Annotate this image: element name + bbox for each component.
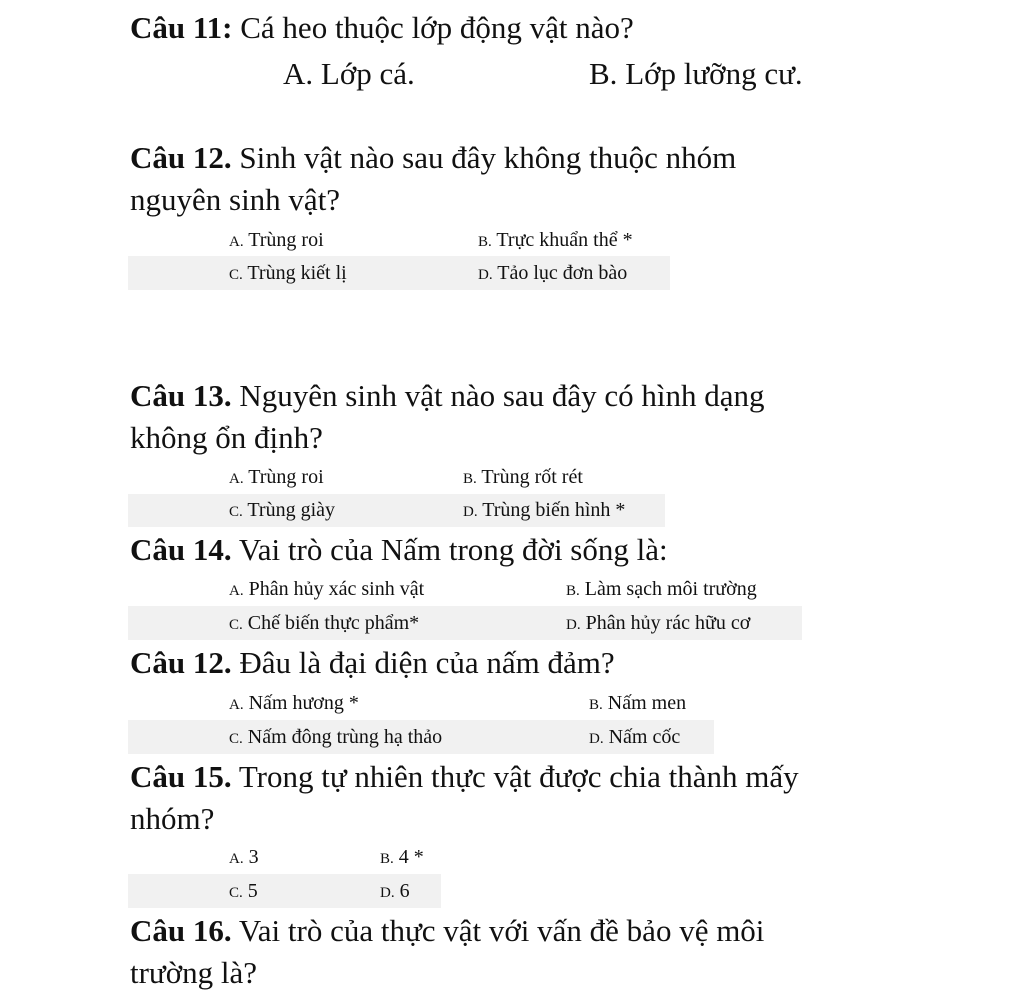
question-12b: [130, 645, 615, 681]
option-a: A. Trùng roi: [229, 466, 324, 488]
option-a: A. Phân hủy xác sinh vật: [229, 578, 425, 600]
question-12-line2: nguyên sinh vật?: [130, 182, 341, 217]
option-c: C. Trùng giày: [229, 499, 336, 521]
question-15: [130, 759, 799, 795]
option-d: D. Phân hủy rác hữu cơ: [566, 612, 751, 634]
question-text: Vai trò của Nấm trong đời sống là:: [231, 532, 668, 567]
option-a: A. Lớp cá.: [283, 56, 415, 91]
option-c: C. 5: [229, 880, 258, 902]
question-text: Đâu là đại diện của nấm đảm?: [231, 645, 615, 680]
question-16-line2: trường là?: [130, 955, 258, 990]
option-d: D. Trùng biến hình *: [463, 499, 626, 521]
option-b: B. Lớp lưỡng cư.: [589, 56, 803, 91]
option-c: C. Trùng kiết lị: [229, 262, 347, 284]
question-label: Câu 13.: [130, 378, 232, 413]
option-d: D. Nấm cốc: [589, 726, 681, 748]
question-label: Câu 12.: [130, 140, 232, 175]
question-label: Câu 14.: [130, 532, 232, 567]
question-13: [130, 378, 765, 414]
question-14: [130, 532, 668, 568]
question-label: Câu 11:: [130, 10, 233, 45]
option-b: B. Trùng rốt rét: [463, 466, 583, 488]
question-label: Câu 15.: [130, 759, 232, 794]
question-11: [130, 10, 634, 46]
option-b: B. Nấm men: [589, 692, 687, 714]
option-a: A. 3: [229, 846, 259, 868]
question-text: Nguyên sinh vật nào sau đây có hình dạng: [231, 378, 765, 413]
question-text: Vai trò của thực vật với vấn đề bảo vệ môi: [231, 913, 765, 948]
option-b: B. 4 *: [380, 846, 424, 868]
option-b: B. Trực khuẩn thể *: [478, 229, 633, 251]
question-15-line2: nhóm?: [130, 801, 215, 836]
option-c: C. Nấm đông trùng hạ thảo: [229, 726, 443, 748]
question-13-line2: không ổn định?: [130, 420, 323, 455]
option-a: A. Nấm hương *: [229, 692, 359, 714]
question-text: Trong tự nhiên thực vật được chia thành mấy: [231, 759, 799, 794]
option-d: D. 6: [380, 880, 410, 902]
option-c: C. Chế biến thực phẩm*: [229, 612, 420, 634]
option-d: D. Tảo lục đơn bào: [478, 262, 628, 284]
question-label: Câu 12.: [130, 645, 232, 680]
question-label: Câu 16.: [130, 913, 232, 948]
option-a: A. Trùng roi: [229, 229, 324, 251]
option-b: B. Làm sạch môi trường: [566, 578, 757, 600]
question-text: Cá heo thuộc lớp động vật nào?: [232, 10, 634, 45]
question-16: [130, 913, 764, 949]
question-12: [130, 140, 736, 176]
question-text: Sinh vật nào sau đây không thuộc nhóm: [231, 140, 737, 175]
